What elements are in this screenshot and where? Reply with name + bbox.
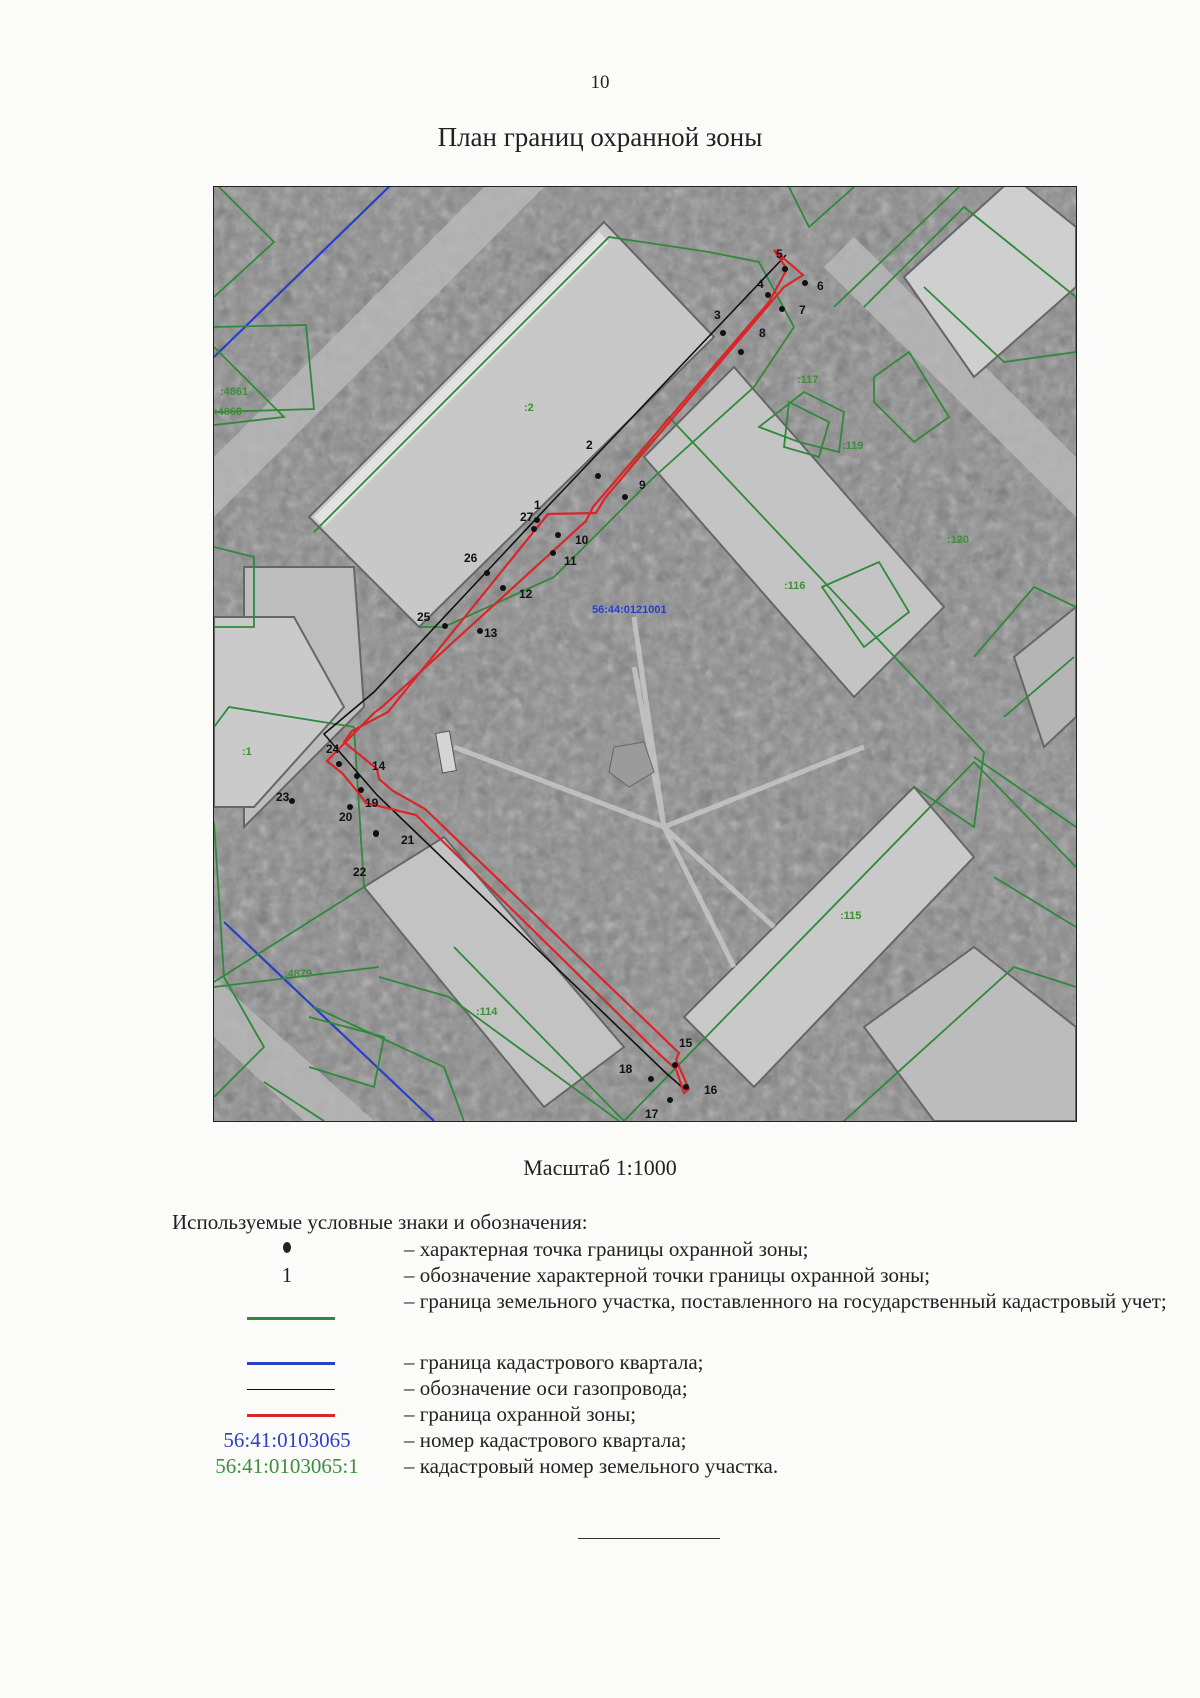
boundary-point-6 [802, 280, 808, 286]
boundary-point-label: 15 [679, 1036, 693, 1050]
boundary-point-label: 13 [484, 626, 498, 640]
parcel-label: :115 [840, 910, 862, 922]
blue-line-icon [247, 1362, 335, 1365]
parcel-label: :117 [797, 374, 819, 386]
boundary-point-label: 2 [586, 438, 593, 452]
legend-desc: – граница кадастрового квартала; [404, 1350, 704, 1374]
boundary-point-4 [765, 292, 771, 298]
boundary-point-label: 4 [757, 277, 764, 291]
boundary-point-label: 11 [564, 554, 577, 568]
boundary-point-7 [779, 306, 785, 312]
boundary-point-27 [531, 526, 537, 532]
boundary-point-label: 7 [799, 303, 806, 317]
red-line-icon [247, 1414, 335, 1417]
legend-desc: – обозначение характерной точки границы охранной зоны; [404, 1263, 931, 1287]
page-number: 10 [590, 72, 610, 93]
legend-desc: – граница земельного участка, поставленного на государственный кадастровый учет; [404, 1289, 1167, 1313]
boundary-point-24 [336, 761, 342, 767]
map-canvas [214, 187, 1076, 1121]
boundary-point-label: 27 [520, 510, 534, 524]
parcel-label: :4860 [214, 406, 243, 418]
parcel-label: :114 [476, 1006, 498, 1018]
parcel-label: :4861 [220, 386, 249, 398]
legend-symbol-parcel-number: 56:41:0103065:1 [215, 1454, 359, 1478]
green-line-icon [247, 1317, 335, 1320]
boundary-point-label: 16 [704, 1083, 718, 1097]
boundary-point-label: 23 [276, 790, 290, 804]
parcel-label: :119 [842, 440, 864, 452]
boundary-point-label: 3 [714, 308, 721, 322]
boundary-point-3 [720, 330, 726, 336]
boundary-point-25 [442, 623, 448, 629]
legend-desc: – номер кадастрового квартала; [404, 1428, 687, 1452]
parcel-label: :116 [784, 580, 806, 592]
boundary-point-8 [738, 349, 744, 355]
legend-desc: – характерная точка границы охранной зоны; [404, 1237, 809, 1261]
boundary-point-5 [782, 266, 788, 272]
boundary-point-12 [500, 585, 506, 591]
boundary-point-label: 12 [519, 587, 533, 601]
point-dot-icon [283, 1242, 291, 1253]
page-title: План границ охранной зоны [437, 122, 763, 152]
legend-symbol-quarter-number: 56:41:0103065 [223, 1428, 351, 1452]
boundary-point-label: 1 [534, 498, 541, 512]
boundary-point-9 [622, 494, 628, 500]
parcel-label: :4879 [284, 968, 313, 980]
boundary-point-22 [373, 831, 379, 837]
boundary-point-label: 22 [353, 865, 367, 879]
parcel-label: :2 [524, 402, 534, 414]
boundary-point-label: 14 [372, 759, 386, 773]
legend-item-parcel-boundary [172, 1289, 1167, 1349]
boundary-point-label: 19 [365, 796, 379, 810]
boundary-point-label: 20 [339, 810, 353, 824]
boundary-point-label: 10 [575, 533, 589, 547]
boundary-point-18 [648, 1076, 654, 1082]
boundary-point-label: 24 [326, 742, 340, 756]
parcel-label: :120 [947, 534, 970, 546]
boundary-point-23 [289, 798, 295, 804]
legend-desc: – граница охранной зоны; [404, 1402, 637, 1426]
legend-desc: – обозначение оси газопровода; [404, 1376, 688, 1400]
legend-header: Используемые условные знаки и обозначения: [172, 1210, 588, 1234]
boundary-map [213, 186, 1077, 1122]
legend-symbol-point-label: 1 [281, 1263, 293, 1287]
boundary-point-label: 17 [645, 1107, 659, 1121]
boundary-point-15 [672, 1062, 678, 1068]
boundary-point-10 [555, 532, 561, 538]
boundary-point-17 [667, 1097, 673, 1103]
quarter-label: 56:44:0121001 [592, 604, 667, 616]
boundary-point-label: 6 [817, 279, 824, 293]
boundary-point-label: 18 [619, 1062, 633, 1076]
boundary-point-19 [358, 787, 364, 793]
boundary-point-label: 9 [639, 478, 646, 492]
end-rule [578, 1538, 720, 1539]
boundary-point-1 [534, 517, 540, 523]
parcel-label: :1 [242, 746, 252, 758]
boundary-point-2 [595, 473, 601, 479]
boundary-point-14 [354, 773, 360, 779]
legend-desc: – кадастровый номер земельного участка. [404, 1454, 779, 1478]
boundary-point-label: 5 [776, 247, 783, 261]
boundary-point-26 [484, 570, 490, 576]
boundary-point-16 [683, 1084, 689, 1090]
boundary-point-label: 8 [759, 326, 766, 340]
boundary-point-13 [477, 628, 483, 634]
boundary-point-11 [550, 550, 556, 556]
boundary-point-label: 26 [464, 551, 478, 565]
black-line-icon [247, 1389, 335, 1390]
map-scale: Масштаб 1:1000 [523, 1155, 677, 1180]
boundary-point-label: 25 [417, 610, 431, 624]
boundary-point-label: 21 [401, 833, 415, 847]
